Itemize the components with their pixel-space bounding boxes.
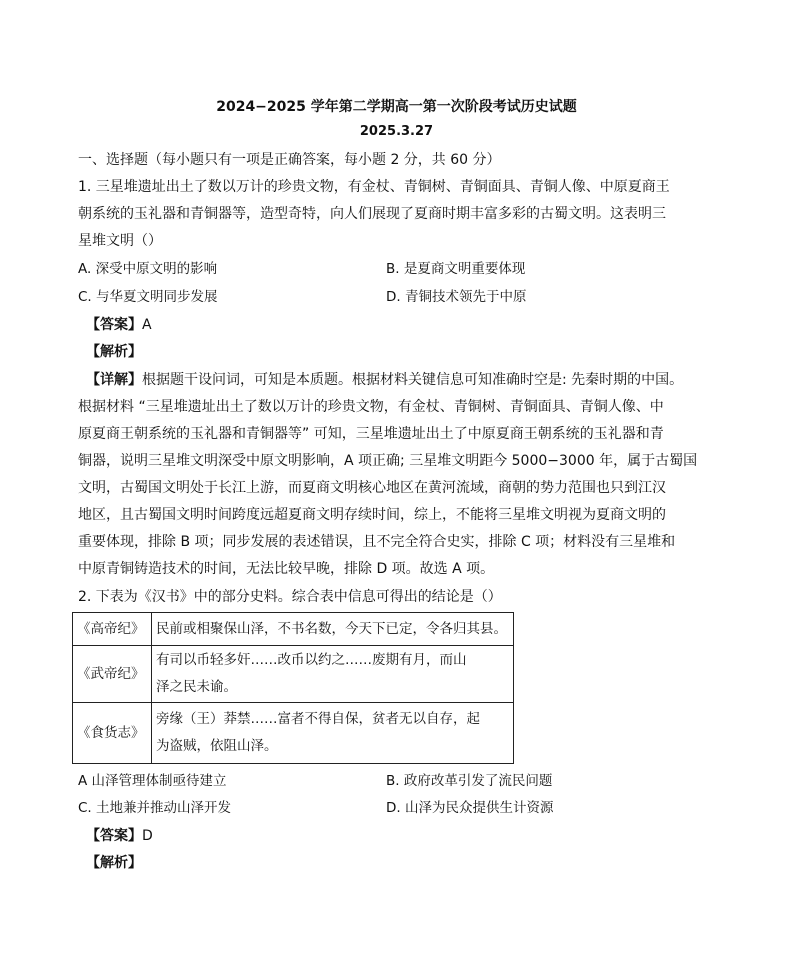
q1-detail-label: 【详解】	[86, 372, 142, 388]
section-heading: 一、选择题（每小题只有一项是正确答案，每小题 2 分，共 60 分）	[78, 152, 501, 168]
q2-answer-label: 【答案】	[86, 828, 142, 844]
table-row	[73, 646, 514, 703]
q2-option-a: A 山泽管理体制亟待建立	[78, 773, 227, 789]
q2-source-table	[72, 612, 514, 764]
q1-detail-line: 根据材料 “三星堆遗址出土了数以万计的珍贵文物，有金杖、青铜树、青铜面具、青铜人像、中	[78, 399, 664, 415]
q1-detail-line: 铜器，说明三星堆文明深受中原文明影响，A 项正确; 三星堆文明距今 5000−3000 年，属于古蜀国	[78, 453, 698, 469]
q1-option-b: B. 是夏商文明重要体现	[386, 261, 526, 277]
q1-option-c: C. 与华夏文明同步发展	[78, 289, 218, 305]
table-text-line: 民前或相聚保山泽，不书名数，今天下已定，令各归其县。	[156, 620, 507, 637]
q2-answer	[86, 823, 153, 850]
q1-detail-line: 中原青铜铸造技术的时间，无法比较早晚，排除 D 项。故选 A 项。	[78, 561, 495, 577]
exam-date: 2025.3.27	[359, 124, 434, 139]
q1-answer-value: A	[142, 317, 152, 333]
q1-answer-label: 【答案】	[86, 317, 142, 333]
q1-analysis-label: 【解析】	[86, 344, 142, 360]
table-source-cell: 《高帝纪》	[73, 613, 152, 646]
table-text-cell	[152, 613, 514, 646]
table-text-cell	[152, 703, 514, 764]
q1-detail-line: 重要体现，排除 B 项；同步发展的表述错误，且不完全符合史实，排除 C 项；材料没有三星堆和	[78, 534, 676, 550]
q1-detail-line: 地区，且古蜀国文明时间跨度远超夏商文明存续时间，综上，不能将三星堆文明视为夏商文明的	[78, 507, 666, 523]
table-row	[73, 703, 514, 764]
exam-title: 2024−2025 学年第二学期高一第一次阶段考试历史试题	[216, 99, 577, 115]
table-text-cell	[152, 646, 514, 703]
q2-analysis-label: 【解析】	[86, 855, 142, 871]
table-source-cell: 《武帝纪》	[73, 646, 152, 703]
table-row	[73, 613, 514, 646]
q1-stem-line-1: 1. 三星堆遗址出土了数以万计的珍贵文物，有金杖、青铜树、青铜面具、青铜人像、中原夏商王	[78, 179, 670, 195]
q1-answer	[86, 312, 152, 339]
q1-detail-line: 文明，古蜀国文明处于长江上游，而夏商文明核心地区在黄河流域，商朝的势力范围也只到江汉	[78, 480, 666, 496]
q2-option-b: B. 政府改革引发了流民问题	[386, 773, 553, 789]
table-text-line: 有司以币轻多奸……改币以约之……废期有月，而山	[156, 652, 467, 668]
q2-stem: 2. 下表为《汉书》中的部分史料。综合表中信息可得出的结论是（）	[78, 589, 502, 605]
q2-option-c: C. 土地兼并推动山泽开发	[78, 800, 232, 816]
q1-stem-line-2: 朝系统的玉礼器和青铜器等，造型奇特，向人们展现了夏商时期丰富多彩的古蜀文明。这表明三	[78, 206, 666, 222]
q2-answer-value: D	[142, 828, 153, 844]
table-source-cell: 《食货志》	[73, 703, 152, 764]
q1-option-d: D. 青铜技术领先于中原	[386, 289, 527, 305]
table-text-line: 旁缘（王）莽禁……富者不得自保，贫者无以自存，起	[156, 711, 480, 727]
q2-option-d: D. 山泽为民众提供生计资源	[386, 800, 554, 816]
q1-detail-line: 原夏商王朝系统的玉礼器和青铜器等” 可知，三星堆遗址出土了中原夏商王朝系统的玉礼器和青	[78, 426, 664, 442]
table-text-line: 为盗贼，依阻山泽。	[156, 738, 278, 754]
q1-option-a: A. 深受中原文明的影响	[78, 261, 218, 277]
table-text-line: 泽之民未谕。	[156, 679, 237, 695]
q1-stem-line-3: 星堆文明（）	[78, 233, 162, 249]
q1-detail-first	[86, 367, 683, 394]
q1-detail-text: 根据题干设问词，可知是本质题。根据材料关键信息可知准确时空是: 先秦时期的中国。	[142, 372, 684, 388]
